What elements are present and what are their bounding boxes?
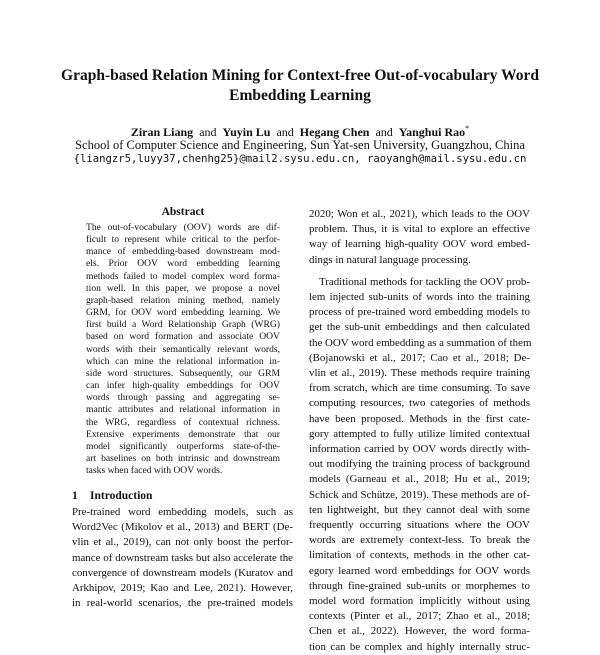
abstract-heading: Abstract bbox=[161, 206, 205, 218]
body-line: models (Garneau et al., 2018; Hu et al., 2019; bbox=[309, 473, 530, 486]
body-line: (Bojanowski et al., 2017; Cao et al., 2018; De- bbox=[309, 351, 530, 364]
body-line: egory learned word embeddings for OOV words bbox=[309, 564, 530, 577]
abstract-line: based on word formation and associate OOV bbox=[86, 331, 280, 343]
author-emails: {liangzr5,luyy37,chenhg25}@mail2.sysu.edu.cn, raoyangh@mail.sysu.edu.cn bbox=[73, 153, 527, 165]
body-line: vlin et al., 2019), can not only boost the perfor- bbox=[72, 536, 293, 549]
body-line: ten lightweight, but they cannot deal with some bbox=[309, 503, 530, 516]
body-line: Traditional methods for tackling the OOV prob- bbox=[319, 275, 530, 288]
author-separator: and bbox=[276, 125, 294, 139]
body-line: have been proposed. Methods in the first cate- bbox=[309, 412, 530, 425]
body-line: tion can be complex and highly internally struc- bbox=[309, 640, 530, 653]
abstract-line: words with their semantically relevant words, bbox=[86, 343, 280, 355]
section-title: Introduction bbox=[90, 490, 153, 502]
body-line: the OOV word embedding as a summation of them bbox=[309, 336, 532, 349]
author-name: Yanghui Rao bbox=[398, 125, 466, 139]
body-line: convergence of downstream models (Kuratov and bbox=[72, 566, 293, 579]
body-line: information carried by OOV words directly with- bbox=[309, 443, 530, 456]
abstract-line: els. Prior OOV word embedding learning bbox=[86, 258, 280, 270]
section-heading-introduction bbox=[72, 489, 272, 503]
body-line: Word2Vec (Mikolov et al., 2013) and BERT (De- bbox=[72, 521, 293, 534]
body-line: Chen et al., 2022). However, the word forma- bbox=[309, 625, 530, 638]
introduction-text-right bbox=[309, 207, 530, 655]
abstract-text bbox=[86, 222, 280, 477]
body-line: limitation of contexts, methods in the other cat- bbox=[309, 549, 530, 562]
abstract-line: can infer high-quality embeddings for OOV bbox=[86, 380, 280, 392]
body-line: get the sub-unit embeddings and then calculated bbox=[309, 321, 530, 334]
body-line: words are extremely context-less. To break the bbox=[309, 534, 530, 547]
title-line: Graph-based Relation Mining for Context-free Out-of-vocabulary Word bbox=[61, 67, 539, 84]
abstract-line: words through passing and aggregating se- bbox=[86, 392, 280, 404]
body-line: out modifying the training process of background bbox=[309, 458, 530, 471]
abstract-line: tasks when faced with OOV words. bbox=[86, 465, 223, 477]
body-line: dings in natural language processing. bbox=[309, 253, 471, 266]
abstract-line: first build a Word Relationship Graph (WRG) bbox=[86, 319, 280, 331]
body-line: Schick and Schütze, 2019). These methods are of- bbox=[309, 488, 530, 501]
author-separator: and bbox=[375, 125, 393, 139]
abstract-line: tion well. In this paper, we propose a novel bbox=[86, 282, 280, 294]
abstract-line: side word structures. Subsequently, our GRM bbox=[86, 367, 280, 379]
body-line: vlin et al., 2019). These methods require training bbox=[309, 367, 530, 380]
introduction-text-left bbox=[72, 505, 293, 611]
abstract-line: the WRG, regardless of contextual richness. bbox=[86, 416, 280, 428]
abstract-line: mance of embedding-based downstream mod- bbox=[86, 246, 280, 258]
paper-title bbox=[60, 66, 540, 106]
abstract-line: which can mine the relational information in- bbox=[86, 355, 280, 367]
body-line: way of learning high-quality OOV word embed- bbox=[309, 238, 530, 251]
body-line: model word formation implicitly without using bbox=[309, 595, 530, 608]
body-line: problem. Thus, it is vital to explore an effective bbox=[309, 223, 530, 236]
body-line: Pre-trained word embedding models, such as bbox=[72, 506, 293, 518]
author-separator: and bbox=[199, 125, 217, 139]
body-line: frequently occurring situations where the OOV bbox=[309, 519, 530, 532]
body-line: in real-world scenarios, the pre-trained models bbox=[72, 597, 293, 610]
author-name: Hegang Chen bbox=[299, 125, 370, 139]
body-line: computing resources, two categories of methods bbox=[309, 397, 530, 410]
body-line: lem injected sub-units of words into the training bbox=[309, 291, 530, 304]
abstract-line: mantic attributes and relational information in bbox=[86, 404, 280, 416]
title-line: Embedding Learning bbox=[229, 87, 371, 104]
abstract-line: ficult to represent while critical to the perfor- bbox=[86, 234, 280, 246]
section-number: 1 bbox=[72, 490, 78, 502]
body-line: process of pre-trained word embedding models to bbox=[309, 306, 530, 319]
body-line: contexts (Pinter et al., 2017; Zhao et al., 2018; bbox=[309, 610, 530, 623]
body-line: gory attempted to fully utilize limited contextual bbox=[309, 427, 530, 440]
paragraph-gap bbox=[309, 268, 530, 275]
corresponding-author-mark: * bbox=[465, 124, 470, 133]
abstract-line: methods failed to model complex word forma- bbox=[86, 270, 280, 282]
abstract-line: graph-based relation mining method, namely bbox=[86, 294, 280, 306]
abstract-line: art baselines on both intrinsic and downstream bbox=[86, 452, 280, 464]
abstract-line: The out-of-vocabulary (OOV) words are dif- bbox=[86, 222, 280, 233]
abstract-line: GRM, for OOV word embedding learning. We bbox=[86, 307, 280, 319]
abstract-line: Extensive experiments demonstrate that our bbox=[86, 428, 280, 440]
affiliation: School of Computer Science and Engineering, Sun Yat-sen University, Guangzhou, China bbox=[75, 138, 525, 152]
author-name: Yuyin Lu bbox=[222, 125, 271, 139]
body-line: Arkhipov, 2019; Kao and Lee, 2021). However, bbox=[72, 582, 293, 595]
body-line: 2020; Won et al., 2021), which leads to the OOV bbox=[309, 208, 530, 220]
abstract-line: model significantly outperforms state-of-the- bbox=[86, 440, 280, 452]
author-name: Ziran Liang bbox=[130, 125, 194, 139]
body-line: from scratch, which are time consuming. To save bbox=[309, 382, 530, 395]
body-line: mance of downstream tasks but also accelerate the bbox=[72, 551, 293, 564]
body-line: through fine-grained sub-units or morphemes to bbox=[309, 579, 530, 592]
